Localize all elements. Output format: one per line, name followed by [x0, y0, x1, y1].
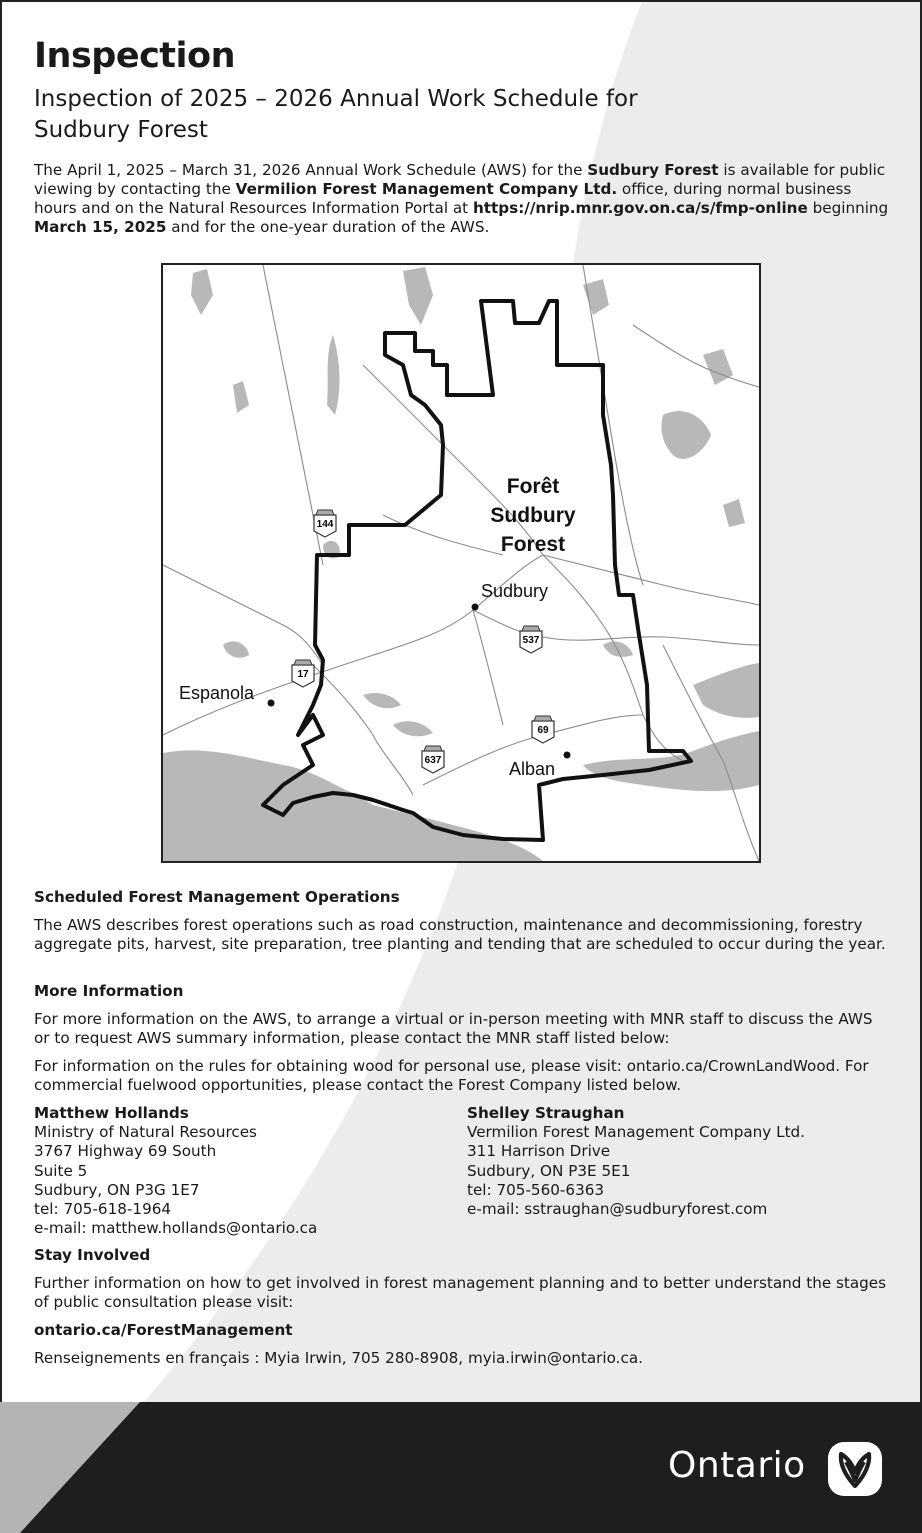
more-info-heading: More Information	[34, 982, 184, 1000]
lakes	[163, 267, 759, 861]
contact-line: tel: 705-560-6363	[467, 1180, 605, 1199]
contact-mnr	[34, 1104, 454, 1239]
svg-text:69: 69	[537, 725, 549, 736]
forest-label-line3: Forest	[500, 533, 566, 556]
intro-paragraph: The April 1, 2025 – March 31, 2026 Annual Work Schedule (AWS) for the Sudbury Forest is available for public viewing by contacting the Vermilion Forest Management Company Ltd. office, during normal business hours and on the Natural Resources Information Portal at https://nrip.mnr.gov.on.ca/s/fmp-online beginning March 15, 2025 and for the one-year duration of the AWS.	[34, 161, 889, 236]
more-info-text: For more information on the AWS, to arrange a virtual or in-person meeting with MNR staff to discuss the AWS or to request AWS summary information, please contact the MNR staff listed below:	[34, 1010, 873, 1047]
highway-17-shield	[292, 660, 314, 687]
portal-link[interactable]: https://nrip.mnr.gov.on.ca/s/fmp-online	[472, 199, 808, 217]
stay-involved-section	[34, 1246, 890, 1368]
contact-line: Vermilion Forest Management Company Ltd.	[467, 1123, 806, 1141]
operations-section	[34, 888, 890, 954]
wood-info-text: For information on the rules for obtaining wood for personal use, please visit: ontario.ca/CrownLandWood. For commercial fuelwood opportunities, please contact the Forest Company listed below.	[34, 1057, 869, 1094]
forest-management-link[interactable]: ontario.ca/ForestManagement	[34, 1321, 293, 1339]
header	[34, 34, 890, 237]
contact-name: Shelley Straughan	[467, 1104, 625, 1122]
contact-line: Suite 5	[34, 1161, 88, 1180]
contact-line: Ministry of Natural Resources	[34, 1123, 257, 1141]
svg-text:537: 537	[522, 635, 540, 646]
highway-69-shield	[532, 716, 554, 743]
svg-text:144: 144	[316, 519, 334, 530]
contact-line: Sudbury, ON P3G 1E7	[34, 1180, 200, 1199]
town-sudbury: Sudbury	[481, 581, 549, 601]
forest-label-line2: Sudbury	[490, 504, 576, 527]
stay-involved-heading: Stay Involved	[34, 1246, 151, 1264]
highway-537-shield	[520, 626, 542, 653]
french-info-text: Renseignements en français : Myia Irwin, 705 280-8908, myia.irwin@ontario.ca.	[34, 1349, 643, 1367]
forest-map	[161, 263, 761, 863]
contact-line: 311 Harrison Drive	[467, 1142, 611, 1161]
operations-text: The AWS describes forest operations such as road construction, maintenance and decommissioning, forestry aggregate pits, harvest, site preparation, tree planting and tending that are scheduled to occur during the year.	[34, 916, 886, 953]
operations-heading: Scheduled Forest Management Operations	[34, 888, 400, 906]
contact-line: Sudbury, ON P3E 5E1	[467, 1161, 631, 1180]
svg-text:17: 17	[297, 669, 309, 680]
contact-company	[467, 1104, 887, 1219]
contact-email[interactable]: e-mail: matthew.hollands@ontario.ca	[34, 1219, 318, 1238]
town-espanola: Espanola	[179, 683, 255, 703]
town-alban: Alban	[509, 759, 556, 779]
contact-email[interactable]: e-mail: sstraughan@sudburyforest.com	[467, 1200, 768, 1219]
svg-text:637: 637	[424, 755, 442, 766]
forest-label-line1: Forêt	[506, 475, 560, 498]
stay-involved-text: Further information on how to get involved in forest management planning and to better understand the stages of public consultation please visit:	[34, 1274, 887, 1311]
contact-line: 3767 Highway 69 South	[34, 1142, 217, 1161]
highway-637-shield	[422, 746, 444, 773]
ontario-wordmark: Ontario	[668, 1445, 806, 1486]
more-info-section	[34, 982, 890, 1095]
page-subtitle: Inspection of 2025 – 2026 Annual Work Schedule for Sudbury Forest	[34, 86, 638, 143]
trillium-logo-icon	[826, 1440, 884, 1498]
contact-name: Matthew Hollands	[34, 1104, 189, 1122]
highway-144-shield	[314, 510, 336, 537]
page-title: Inspection	[34, 36, 236, 76]
contact-line: tel: 705-618-1964	[34, 1200, 172, 1219]
